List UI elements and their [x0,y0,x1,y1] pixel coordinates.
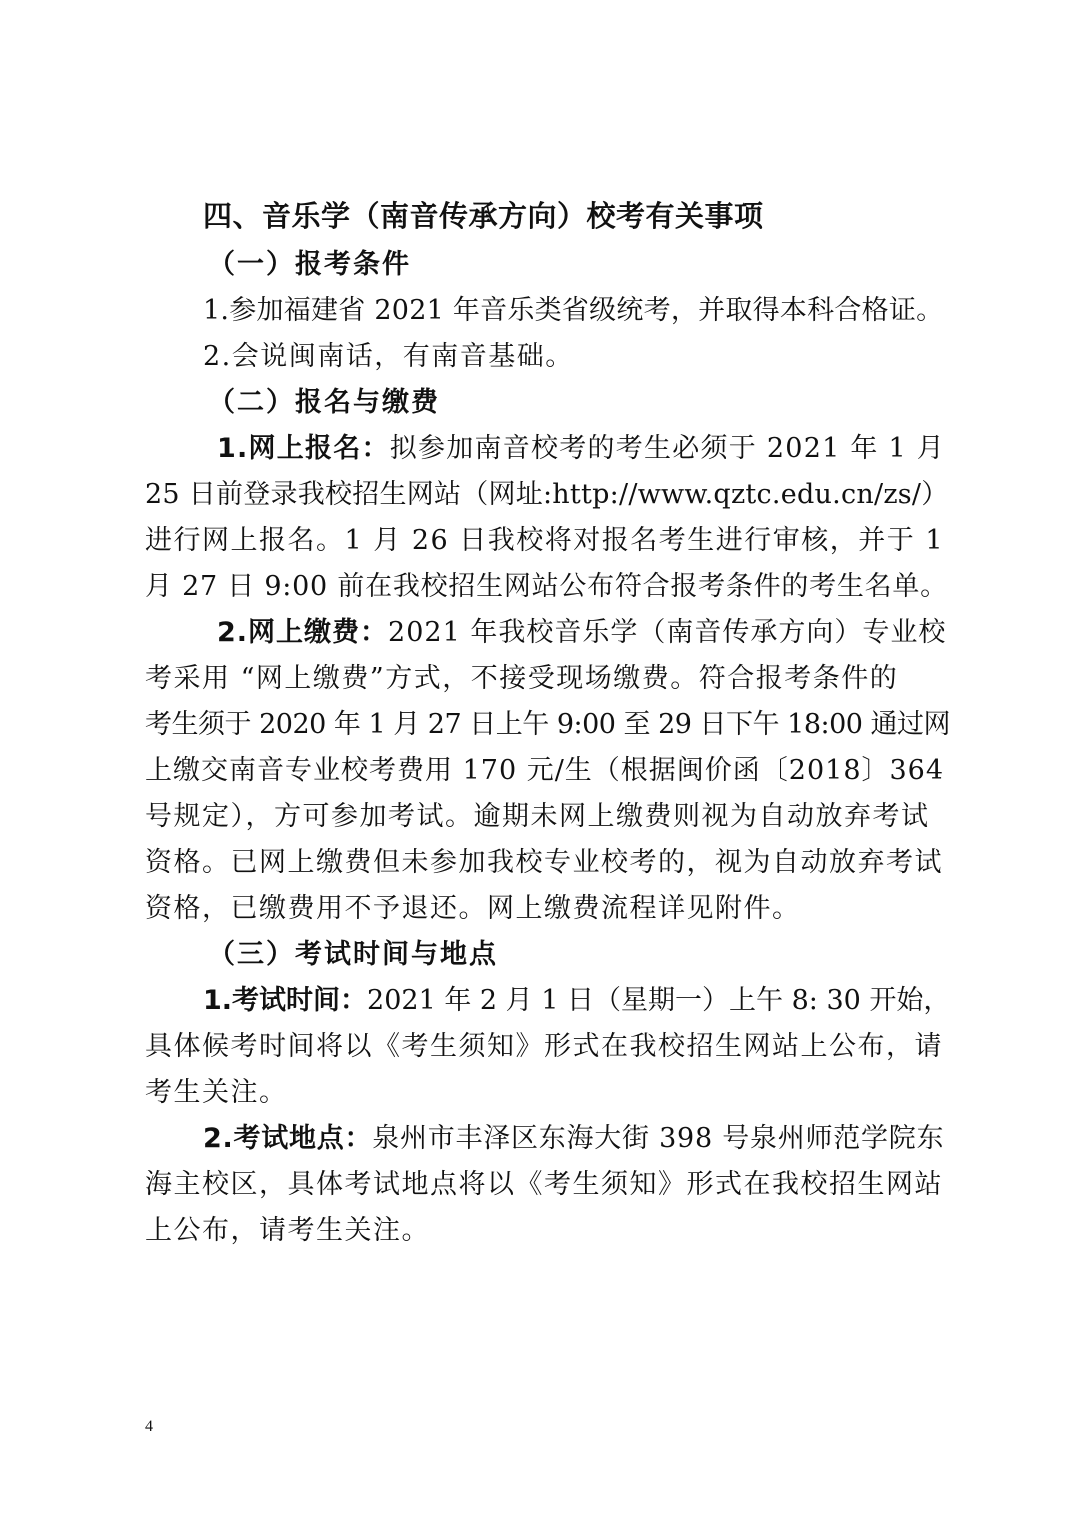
exam-place-paragraph-line [145,1116,950,1162]
payment-paragraph-line: 考生须于 2020 年 1 月 27 日上午 9:00 至 29 日下午 18:00 通过网 [145,709,951,740]
exam-place-text: 泉州市丰泽区东海大街 398 号泉州师范学院东 [372,1123,945,1154]
payment-paragraph-line [145,610,950,656]
exam-place-paragraph-line: 海主校区，具体考试地点将以《考生须知》形式在我校招生网站 [145,1169,943,1200]
registration-paragraph-line: 月 27 日 9:00 前在我校招生网站公布符合报考条件的考生名单。 [145,571,948,602]
subsection-title-registration: （二）报名与缴费 [208,387,440,418]
payment-paragraph-line: 考采用 “网上缴费”方式，不接受现场缴费。符合报考条件的 [145,663,899,694]
section-title: 四、音乐学（南音传承方向）校考有关事项 [203,199,764,233]
registration-paragraph-line: 进行网上报名。1 月 26 日我校将对报名考生进行审核，并于 1 [145,525,945,556]
document-body [145,190,950,1254]
payment-text: 2021 年我校音乐学（南音传承方向）专业校 [388,617,947,648]
registration-paragraph-line: 25 日前登录我校招生网站（网址:http://www.qztc.edu.cn/zs/） [145,479,949,510]
exam-time-paragraph-line: 具体候考时间将以《考生须知》形式在我校招生网站上公布，请 [145,1031,943,1062]
condition-item-1: 1.参加福建省 2021 年音乐类省级统考，并取得本科合格证。 [203,295,944,326]
exam-time-paragraph-line: 考生关注。 [145,1077,288,1108]
exam-time-label: 1.考试时间： [203,985,368,1016]
exam-time-paragraph-line [145,978,950,1024]
payment-paragraph-line: 上缴交南音专业校考费用 170 元/生（根据闽价函〔2018〕364 [145,755,945,786]
exam-place-label: 2.考试地点： [203,1123,373,1154]
registration-paragraph-line [145,426,950,472]
exam-time-text: 2021 年 2 月 1 日（星期一）上午 8: 30 开始， [367,985,951,1016]
page-number: 4 [145,1418,153,1435]
registration-text: 拟参加南音校考的考生必须于 2021 年 1 月 [389,433,946,464]
subsection-title-conditions: （一）报考条件 [208,249,411,280]
subsection-title-exam-time-place: （三）考试时间与地点 [208,939,498,970]
payment-paragraph-line: 资格。已网上缴费但未参加我校专业校考的，视为自动放弃考试 [145,847,943,878]
exam-place-paragraph-line: 上公布，请考生关注。 [145,1215,430,1246]
registration-label: 1.网上报名： [217,433,390,464]
condition-item-2: 2.会说闽南话，有南音基础。 [203,341,574,372]
payment-paragraph-line: 号规定），方可参加考试。逾期未网上缴费则视为自动放弃考试 [145,801,930,832]
payment-paragraph-line: 资格，已缴费用不予退还。网上缴费流程详见附件。 [145,893,801,924]
payment-label: 2.网上缴费： [217,617,389,648]
